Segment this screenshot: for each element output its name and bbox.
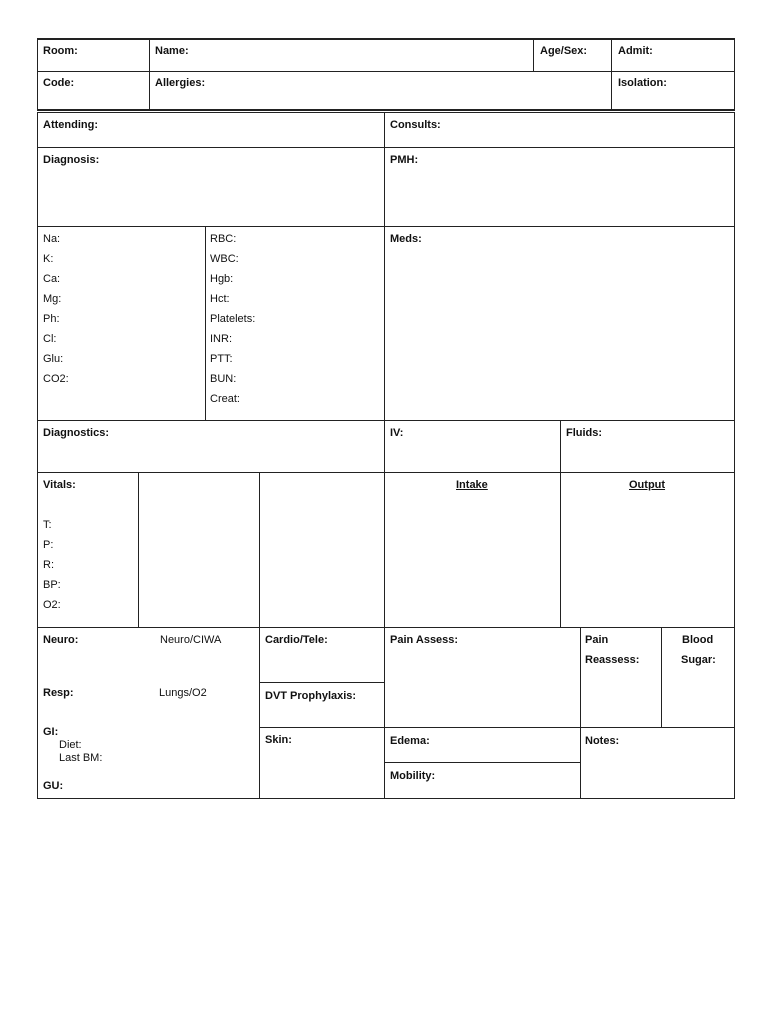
pain-assess-cell[interactable] (384, 627, 581, 728)
systems-assessment-cell[interactable] (37, 627, 260, 799)
edema-label: Edema: (390, 735, 430, 747)
cardio-cell[interactable] (259, 627, 385, 683)
cardio-label: Cardio/Tele: (265, 634, 328, 646)
blood-sugar-cell[interactable] (661, 627, 735, 728)
vital-pulse: P: (43, 539, 54, 551)
lab-bun: BUN: (210, 373, 237, 385)
lab-hgb: Hgb: (210, 273, 234, 285)
name-label: Name: (155, 45, 189, 57)
lab-platelets: Platelets: (210, 313, 256, 325)
skin-cell[interactable] (259, 727, 385, 799)
vitals-column-3[interactable] (259, 472, 385, 628)
pmh-cell[interactable] (384, 147, 735, 227)
pmh-label: PMH: (390, 154, 419, 166)
meds-label: Meds: (390, 233, 422, 245)
pain-assess-label: Pain Assess: (390, 634, 459, 646)
gi-label: GI: (43, 726, 59, 738)
dvt-label: DVT Prophylaxis: (265, 690, 357, 702)
meds-cell[interactable] (384, 226, 735, 421)
dvt-cell[interactable] (259, 682, 385, 728)
diagnosis-label: Diagnosis: (43, 154, 100, 166)
lab-wbc: WBC: (210, 253, 239, 265)
skin-label: Skin: (265, 734, 292, 746)
lab-glu: Glu: (43, 353, 64, 365)
vitals-cell[interactable] (37, 472, 139, 628)
lab-inr: INR: (210, 333, 232, 345)
notes-cell[interactable] (580, 727, 735, 799)
neuro-hint: Neuro/CIWA (160, 634, 222, 646)
output-label: Output (629, 479, 666, 491)
name-cell[interactable] (149, 38, 534, 72)
pain-reassess-cell[interactable] (580, 627, 662, 728)
attending-label: Attending: (43, 119, 98, 131)
notes-label: Notes: (585, 735, 620, 747)
iv-cell[interactable] (384, 420, 561, 473)
diagnosis-cell[interactable] (37, 147, 385, 227)
attending-cell[interactable] (37, 112, 385, 148)
blood-sugar-label-line2: Sugar: (681, 654, 716, 666)
edema-cell[interactable] (384, 727, 581, 763)
vital-bp: BP: (43, 579, 61, 591)
intake-cell[interactable] (384, 472, 561, 628)
mobility-label: Mobility: (390, 770, 436, 782)
diagnostics-cell[interactable] (37, 420, 385, 473)
code-cell[interactable] (37, 71, 150, 111)
admit-label: Admit: (618, 45, 653, 57)
age-sex-cell[interactable] (533, 38, 612, 72)
vitals-column-2[interactable] (138, 472, 260, 628)
age-sex-label: Age/Sex: (540, 45, 588, 57)
lab-rbc: RBC: (210, 233, 237, 245)
vital-o2: O2: (43, 599, 61, 611)
code-label: Code: (43, 77, 75, 89)
intake-label: Intake (456, 479, 488, 491)
lab-k: K: (43, 253, 54, 265)
lab-creat: Creat: (210, 393, 240, 405)
neuro-label: Neuro: (43, 634, 79, 646)
lab-ptt: PTT: (210, 353, 233, 365)
consults-label: Consults: (390, 119, 441, 131)
room-label: Room: (43, 45, 78, 57)
isolation-label: Isolation: (618, 77, 667, 89)
gu-label: GU: (43, 780, 64, 792)
vital-temp: T: (43, 519, 52, 531)
diagnostics-label: Diagnostics: (43, 427, 110, 439)
last-bm-label: Last BM: (59, 752, 103, 764)
resp-label: Resp: (43, 687, 74, 699)
vital-resp: R: (43, 559, 54, 571)
lab-mg: Mg: (43, 293, 62, 305)
consults-cell[interactable] (384, 112, 735, 148)
pain-reassess-label-line2: Reassess: (585, 654, 640, 666)
diet-label: Diet: (59, 739, 82, 751)
fluids-cell[interactable] (560, 420, 735, 473)
lab-ca: Ca: (43, 273, 61, 285)
lab-ph: Ph: (43, 313, 60, 325)
pain-reassess-label-line1: Pain (585, 634, 609, 646)
allergies-cell[interactable] (149, 71, 612, 111)
iv-label: IV: (390, 427, 404, 439)
room-cell[interactable] (37, 38, 150, 72)
lab-cl: Cl: (43, 333, 57, 345)
blood-sugar-label-line1: Blood (682, 634, 714, 646)
vitals-label: Vitals: (43, 479, 76, 491)
hem-labs-cell[interactable] (205, 226, 385, 421)
mobility-cell[interactable] (384, 762, 581, 799)
output-cell[interactable] (560, 472, 735, 628)
fluids-label: Fluids: (566, 427, 603, 439)
lab-na: Na: (43, 233, 61, 245)
resp-hint: Lungs/O2 (159, 687, 207, 699)
allergies-label: Allergies: (155, 77, 206, 89)
lab-hct: Hct: (210, 293, 230, 305)
lab-co2: CO2: (43, 373, 69, 385)
chem-labs-cell[interactable] (37, 226, 206, 421)
isolation-cell[interactable] (611, 71, 735, 111)
admit-cell[interactable] (611, 38, 735, 72)
